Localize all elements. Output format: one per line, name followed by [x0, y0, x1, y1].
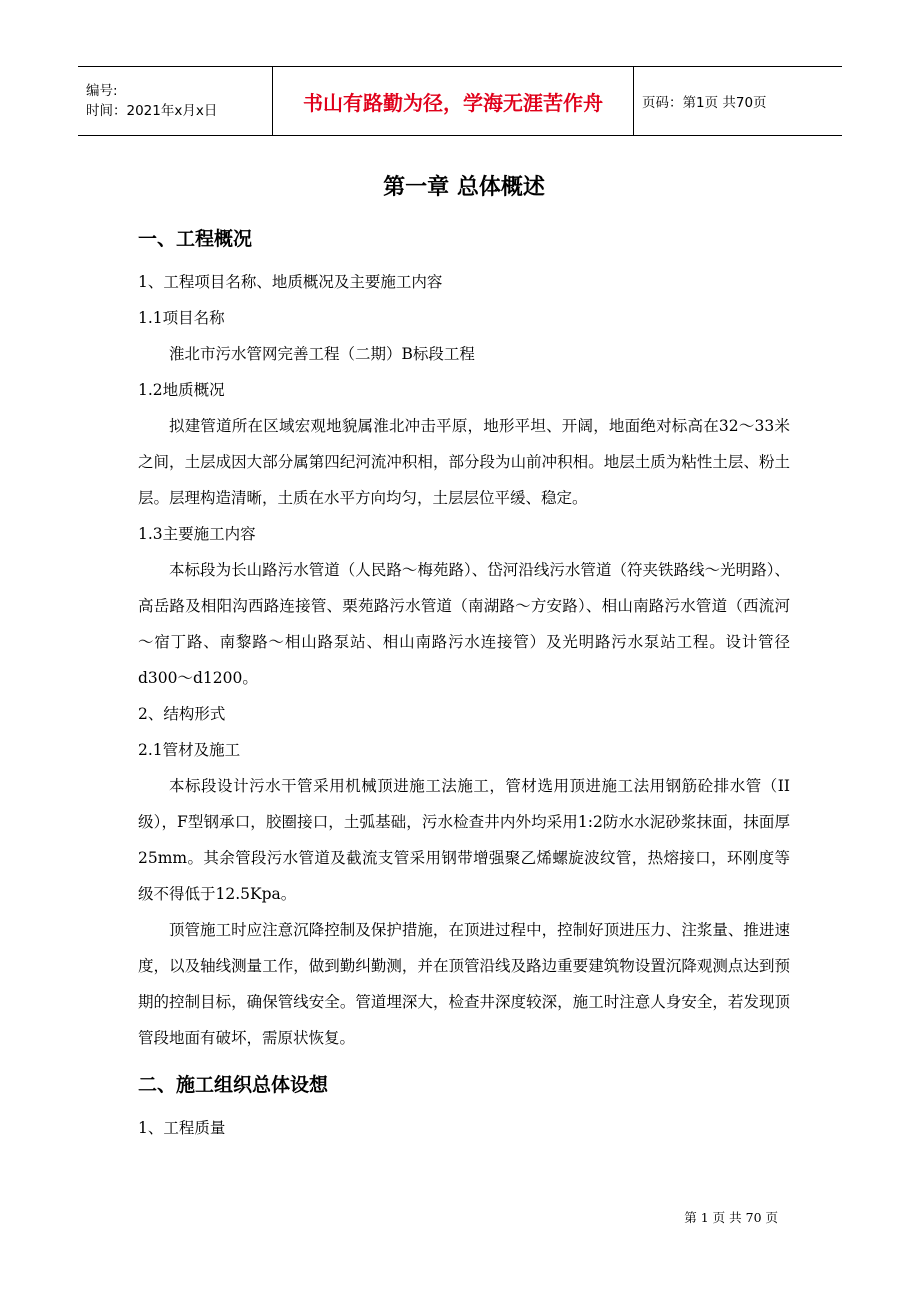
paragraph-pipe: 本标段设计污水干管采用机械顶进施工法施工，管材选用顶进施工法用钢筋砼排水管（II级），F型钢承口，胶圈接口，土弧基础，污水检查井内外均采用1:2防水水泥砂浆抹面，抹面厚25mm。其余管段污水管道及截流支管采用钢带增强聚乙烯螺旋波纹管，热熔接口，环刚度等级不得低于12.5Kpa。: [138, 777, 790, 903]
subheading-quality: 1、工程质量: [138, 1119, 226, 1137]
section-heading-organization: 二、施工组织总体设想: [138, 1074, 329, 1096]
subheading-scope: 1.3主要施工内容: [138, 525, 256, 543]
subheading-project-info: 1、工程项目名称、地质概况及主要施工内容: [138, 273, 443, 291]
section-heading-overview: 一、工程概况: [138, 228, 253, 250]
paragraph-scope: 本标段为长山路污水管道（人民路～梅苑路）、岱河沿线污水管道（符夹铁路线～光明路）、高岳路及相阳沟西路连接管、栗苑路污水管道（南湖路～方安路）、相山南路污水管道（西流河～宿丁路、南黎路～相山路泵站、相山南路污水连接管）及光明路污水泵站工程。设计管径d300～d1200。: [138, 561, 790, 687]
page-header: [78, 66, 842, 136]
document-body: [138, 158, 790, 1146]
subheading-geology: 1.2地质概况: [138, 381, 225, 399]
paragraph-geology: 拟建管道所在区域宏观地貌属淮北冲击平原，地形平坦、开阔，地面绝对标高在32～33米之间，土层成因大部分属第四纪河流冲积相，部分段为山前冲积相。地层土质为粘性土层、粉土层。层理构造清晰，土质在水平方向均匀，土层层位平缓、稳定。: [138, 417, 790, 507]
subheading-pipe: 2.1管材及施工: [138, 741, 241, 759]
chapter-title: 第一章 总体概述: [383, 175, 545, 200]
page-footer: 第 1 页 共 70 页: [684, 1210, 778, 1225]
motto-text: 书山有路勤为径，学海无涯苦作舟: [303, 90, 603, 115]
page-label: 页码：第1页 共70页: [642, 95, 767, 111]
header-motto: [273, 67, 634, 135]
paragraph-jacking: 顶管施工时应注意沉降控制及保护措施，在顶进过程中，控制好顶进压力、注浆量、推进速度，以及轴线测量工作，做到勤纠勤测，并在顶管沿线及路边重要建筑物设置沉降观测点达到预期的控制目标，确保管线安全。管道埋深大，检查井深度较深，施工时注意人身安全，若发现顶管段地面有破坏，需原状恢复。: [138, 921, 790, 1047]
subheading-structure: 2、结构形式: [138, 705, 226, 723]
paragraph-project-name: 淮北市污水管网完善工程（二期）B标段工程: [169, 345, 475, 363]
header-page: [634, 67, 842, 135]
subheading-project-name: 1.1项目名称: [138, 309, 225, 327]
date-label: 时间：2021年x月x日: [86, 103, 218, 119]
serial-label: 编号:: [86, 83, 118, 99]
header-meta: [78, 67, 273, 135]
